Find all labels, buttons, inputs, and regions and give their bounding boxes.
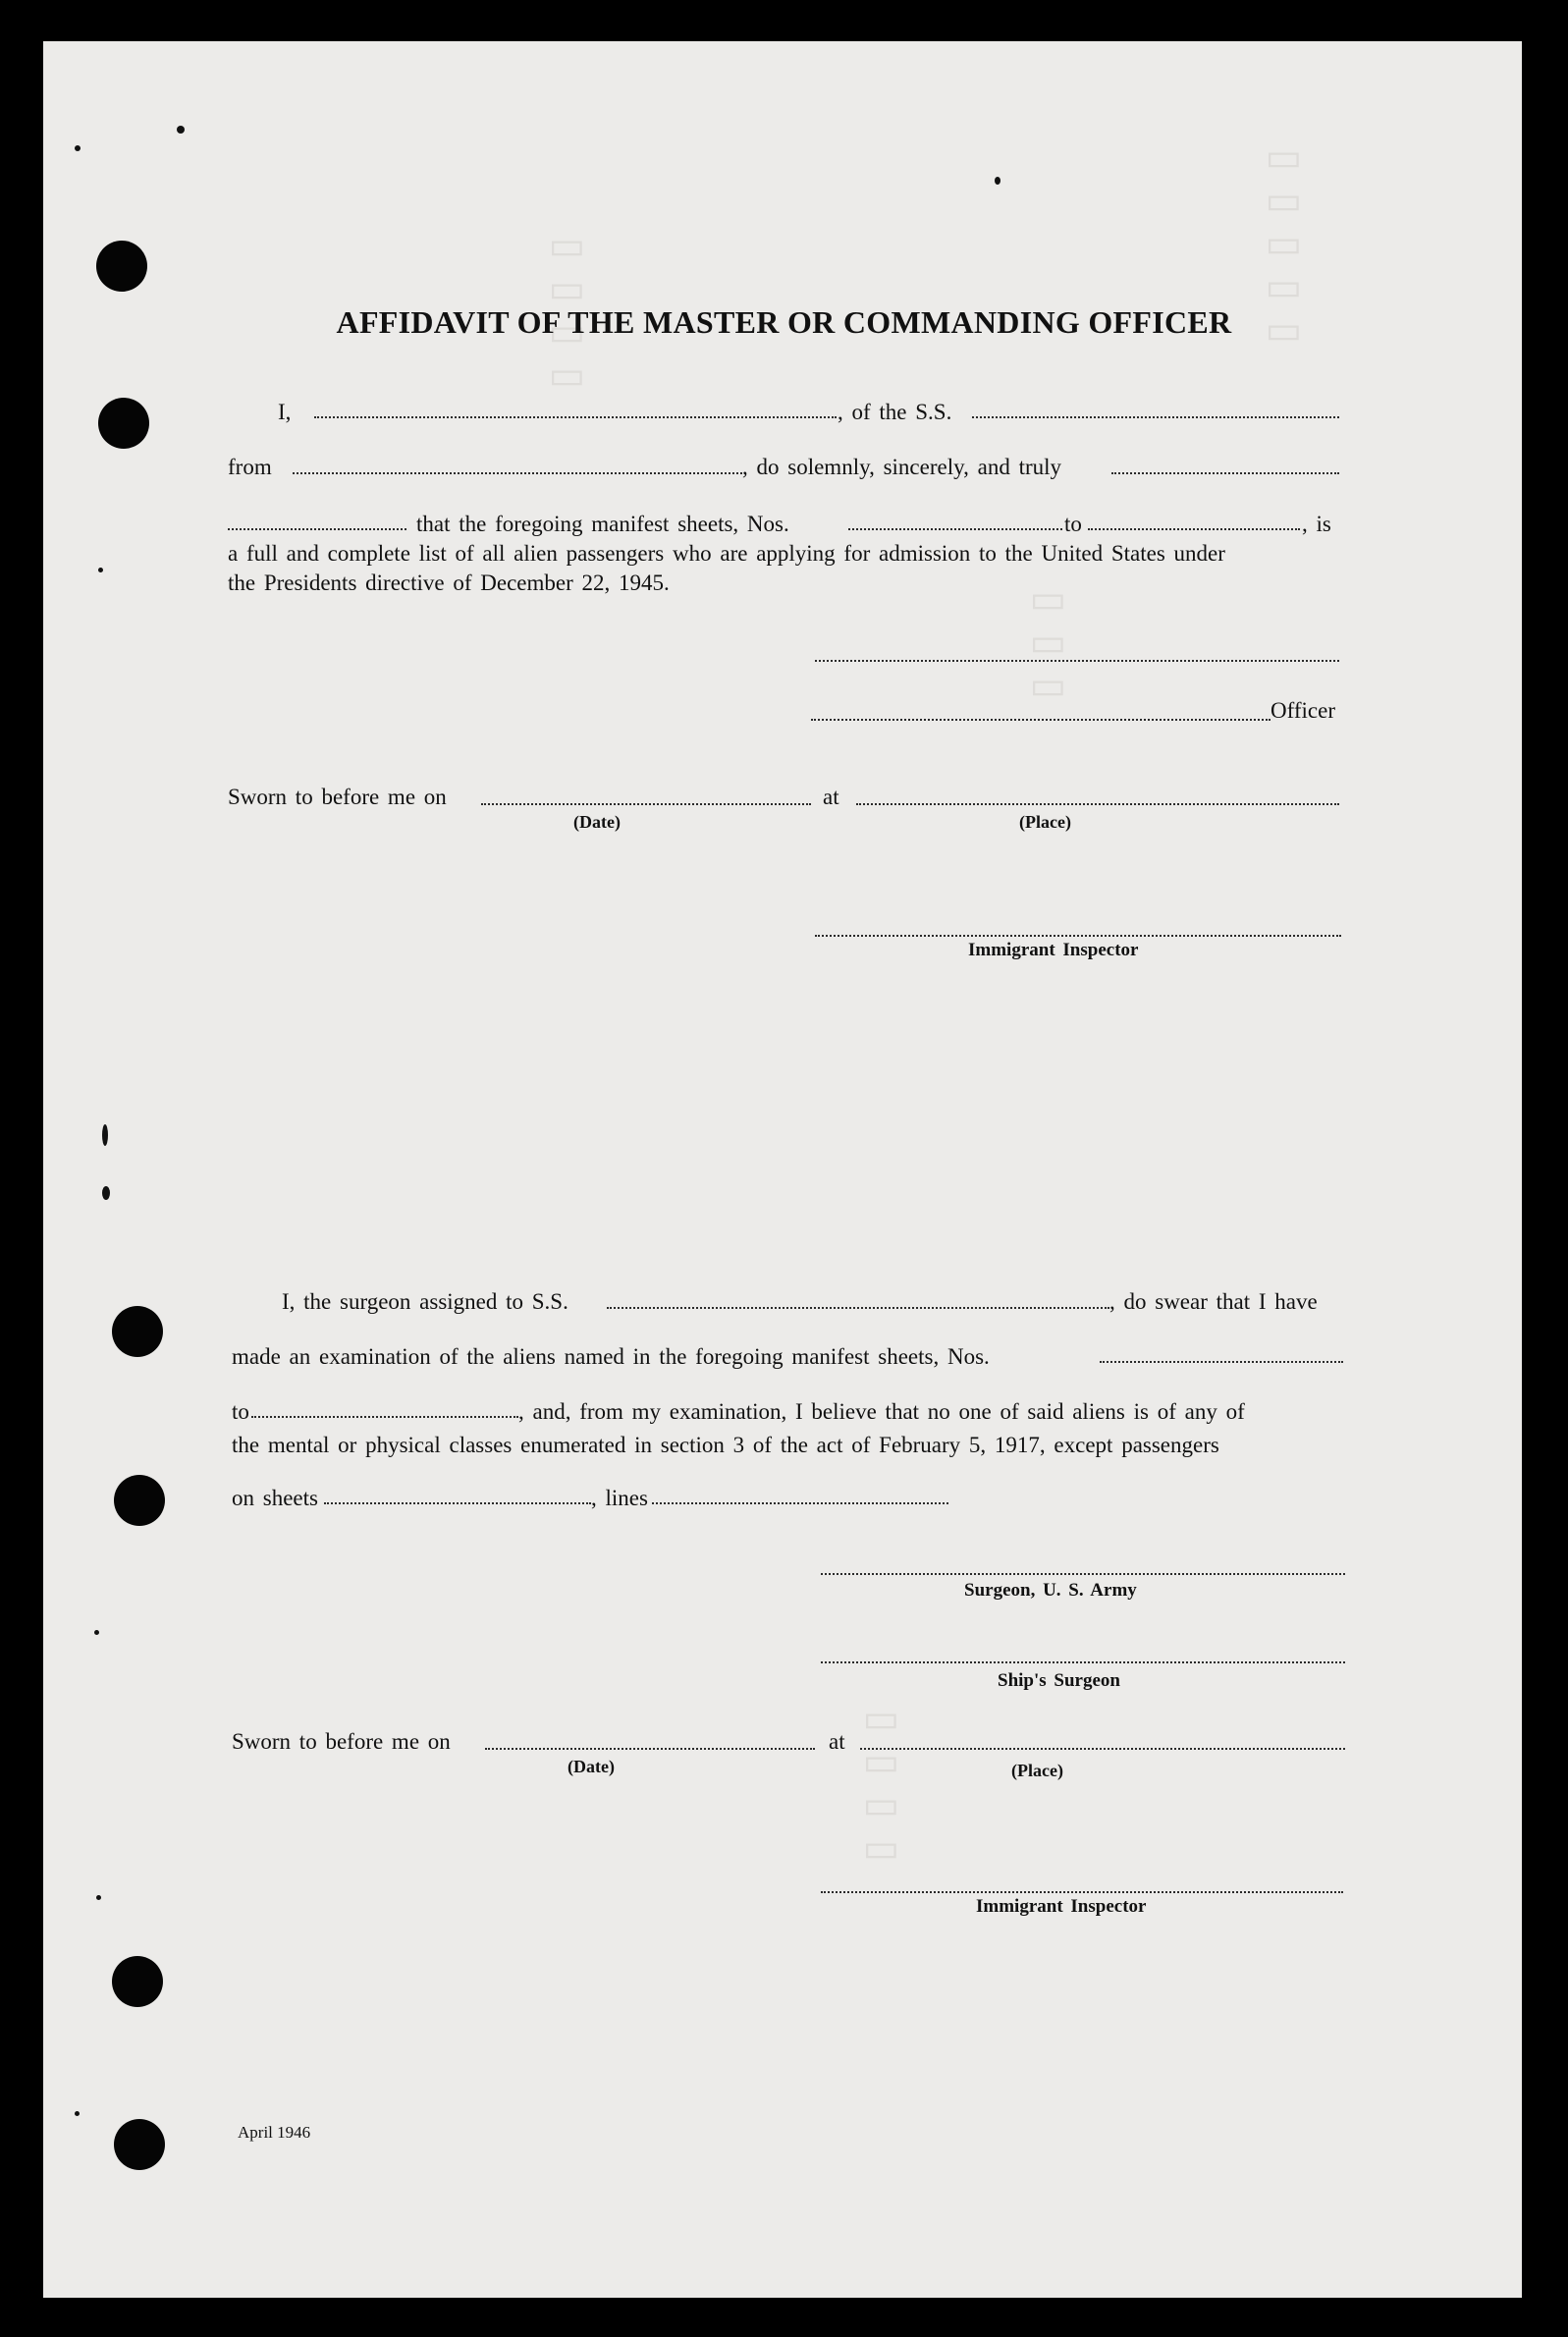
surgeon-line-3: , and, from my examination, I believe that no one of said aliens is of any of <box>518 1399 1245 1424</box>
that-text: that the foregoing manifest sheets, Nos. <box>416 512 789 536</box>
surgeon-line-1: I, the surgeon assigned to S.S. <box>282 1289 568 1314</box>
bleed-through-mark: ▯▯▯▯▯ <box>1265 149 1309 366</box>
surgeon-sheet-from-field[interactable] <box>1100 1361 1343 1363</box>
sheet-to-field[interactable] <box>1088 528 1300 530</box>
ship-surgeon-signature-line[interactable] <box>821 1661 1345 1663</box>
surgeon-date-caption: (Date) <box>568 1757 615 1776</box>
of-the-ss-label: , of the S.S. <box>838 400 952 424</box>
master-name-field[interactable] <box>314 416 837 418</box>
speck <box>96 1895 101 1900</box>
army-surgeon-signature-line[interactable] <box>821 1573 1345 1575</box>
speck <box>995 177 1000 185</box>
binder-hole <box>96 241 147 292</box>
speck <box>94 1630 99 1635</box>
surgeon-inspector-label: Immigrant Inspector <box>976 1896 1147 1917</box>
speck <box>75 145 81 151</box>
army-surgeon-label: Surgeon, U. S. Army <box>964 1580 1137 1601</box>
surgeon-to-label: to <box>232 1399 249 1424</box>
paragraph-line-2: a full and complete list of all alien passengers who are applying for admission to the United States under <box>228 541 1225 566</box>
except-lines-field[interactable] <box>652 1502 948 1504</box>
ship-name-field[interactable] <box>972 416 1339 418</box>
paragraph-line-3: the Presidents directive of December 22, 1945. <box>228 571 670 595</box>
surgeon-place-caption: (Place) <box>1011 1761 1063 1780</box>
to-label: to <box>1064 512 1082 536</box>
lines-label: , lines <box>591 1486 648 1510</box>
except-sheets-field[interactable] <box>324 1502 591 1504</box>
at-label: at <box>823 785 839 809</box>
binder-hole <box>112 1956 163 2007</box>
officer-signature-line[interactable] <box>811 719 1271 721</box>
i-prefix: I, <box>278 400 292 424</box>
oath-word-field[interactable] <box>1111 472 1339 474</box>
inspector-label: Immigrant Inspector <box>968 940 1139 960</box>
signature-line[interactable] <box>815 660 1339 662</box>
sheet-from-field[interactable] <box>848 528 1062 530</box>
ship-surgeon-label: Ship's Surgeon <box>998 1670 1120 1691</box>
from-label: from <box>228 455 272 479</box>
binder-hole <box>98 398 149 449</box>
speck <box>177 126 185 134</box>
speck <box>75 2111 80 2116</box>
on-sheets-label: on sheets <box>232 1486 318 1510</box>
surgeon-inspector-signature-line[interactable] <box>821 1891 1343 1893</box>
surgeon-line-4: the mental or physical classes enumerated in section 3 of the act of February 5, 1917, except passengers <box>232 1433 1219 1457</box>
binder-hole <box>114 2119 165 2170</box>
officer-label: Officer <box>1271 698 1335 723</box>
surgeon-sheet-to-field[interactable] <box>251 1416 518 1418</box>
is-text: , is <box>1302 512 1331 536</box>
bleed-through-mark: ▯▯▯▯ <box>862 1711 906 1884</box>
sworn-label: Sworn to before me on <box>228 785 447 809</box>
surgeon-sworn-date-field[interactable] <box>485 1748 815 1750</box>
surgeon-ship-field[interactable] <box>607 1307 1109 1309</box>
sworn-date-field[interactable] <box>481 803 811 805</box>
binder-hole <box>114 1475 165 1526</box>
form-date: April 1946 <box>238 2123 311 2142</box>
speck <box>102 1186 110 1200</box>
surgeon-at-label: at <box>829 1729 845 1754</box>
surgeon-sworn-place-field[interactable] <box>860 1748 1345 1750</box>
oath-word-field-2[interactable] <box>228 528 406 530</box>
solemnly-text: , do solemnly, sincerely, and truly <box>742 455 1062 479</box>
from-port-field[interactable] <box>293 472 742 474</box>
swear-text: , do swear that I have <box>1109 1289 1318 1314</box>
speck <box>98 568 103 572</box>
surgeon-line-2: made an examination of the aliens named in the foregoing manifest sheets, Nos. <box>232 1344 990 1369</box>
document-page <box>43 41 1522 2298</box>
date-caption: (Date) <box>573 812 621 832</box>
bleed-through-mark: ▯▯▯ <box>1029 591 1073 722</box>
surgeon-sworn-label: Sworn to before me on <box>232 1729 451 1754</box>
binder-hole <box>112 1306 163 1357</box>
sworn-place-field[interactable] <box>856 803 1339 805</box>
place-caption: (Place) <box>1019 812 1071 832</box>
inspector-signature-line[interactable] <box>815 935 1341 937</box>
page-title: AFFIDAVIT OF THE MASTER OR COMMANDING OFFICER <box>336 304 1232 340</box>
speck <box>102 1124 108 1146</box>
bleed-through-mark: ▯▯▯▯ <box>548 238 592 411</box>
